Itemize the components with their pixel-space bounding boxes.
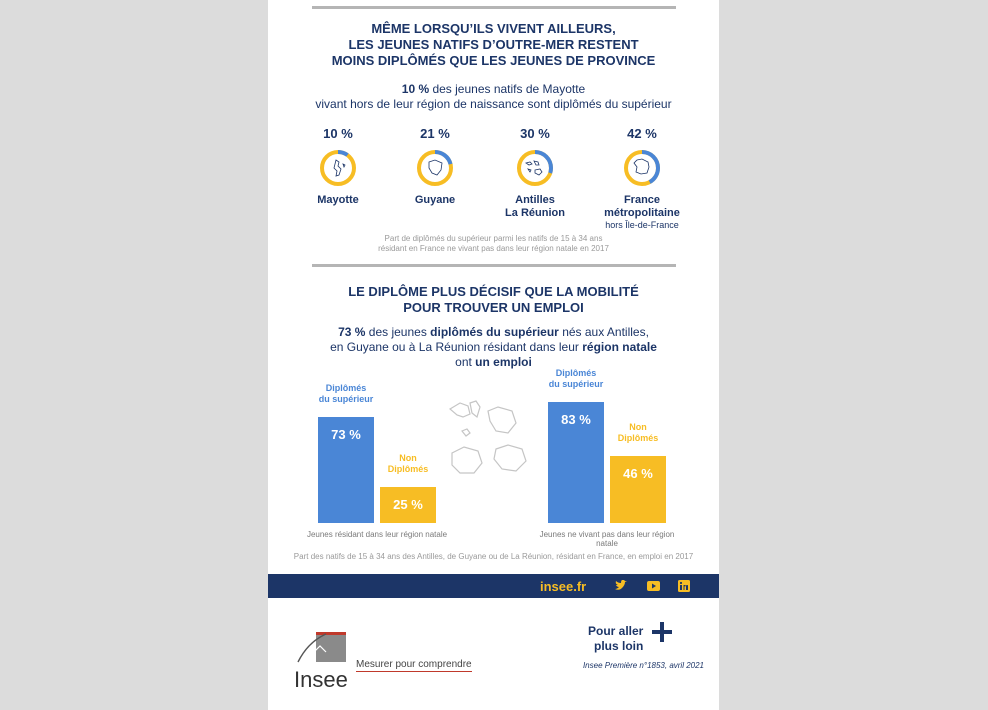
youtube-icon[interactable] xyxy=(647,580,660,592)
lede-text: vivant hors de leur région de naissance sont diplômés du supérieur xyxy=(315,97,672,111)
stat-name: La Réunion xyxy=(505,207,565,219)
plus-icon[interactable] xyxy=(652,622,672,642)
section2-title-line: LE DIPLÔME PLUS DÉCISIF QUE LA MOBILITÉ xyxy=(348,284,639,299)
section1-note xyxy=(268,234,719,254)
series-label: Diplômés du supérieur xyxy=(548,368,604,390)
bar-diplomes xyxy=(318,417,374,523)
lede-highlight: diplômés du supérieur xyxy=(430,325,559,339)
category-label: Jeunes ne vivant pas dans leur région natale xyxy=(539,530,675,548)
stat-name: France xyxy=(623,194,661,206)
lede-highlight: 73 % xyxy=(338,325,366,339)
section2-title xyxy=(268,284,719,316)
lede-text: nés aux Antilles, xyxy=(558,325,649,339)
section1-title-line: MÊME LORSQU’ILS VIVENT AILLEURS, xyxy=(371,21,616,36)
bar-value-label: 83 % xyxy=(561,412,591,428)
note-line: résidant en France ne vivant pas dans leur région natale en 2017 xyxy=(378,244,609,253)
mayotte-map-icon xyxy=(318,148,358,188)
section2-lede xyxy=(268,325,719,370)
stat-name: métropolitaine xyxy=(604,207,680,219)
guyane-map-icon xyxy=(415,148,455,188)
insee-emblem-icon xyxy=(294,630,350,664)
stat-antilles-reunion xyxy=(485,124,585,220)
stat-name: Mayotte xyxy=(317,194,359,206)
stat-percent: 42 % xyxy=(627,126,657,141)
stat-subtitle: hors Île-de-France xyxy=(605,220,679,230)
brand-wordmark: Insee xyxy=(294,667,348,692)
bar-value-label: 73 % xyxy=(331,427,361,442)
brand-tagline: Mesurer pour comprendre xyxy=(356,659,472,670)
stat-guyane xyxy=(385,124,485,207)
lede-text: des jeunes xyxy=(365,325,431,339)
note-line: Part de diplômés du supérieur parmi les natifs de 15 à 34 ans xyxy=(384,234,603,243)
twitter-icon[interactable] xyxy=(614,580,627,592)
islands-map-illustration xyxy=(444,395,536,487)
linkedin-icon[interactable] xyxy=(678,580,691,592)
lede-text: en Guyane ou à La Réunion résidant dans leur xyxy=(330,340,583,354)
footer-bar xyxy=(268,574,719,598)
stat-name: Guyane xyxy=(414,194,456,206)
section1-title xyxy=(268,21,719,69)
bar-value-label: 25 % xyxy=(393,496,423,512)
further-reading-label: Pour aller xyxy=(588,624,644,638)
france-map-icon xyxy=(622,148,662,188)
bar-non-diplomes xyxy=(380,487,436,523)
bar-non-diplomes xyxy=(610,456,666,523)
section1-title-line: MOINS DIPLÔMÉS QUE LES JEUNES DE PROVINCE xyxy=(331,53,656,68)
lede-text: des jeunes natifs de Mayotte xyxy=(429,82,586,96)
stat-france-metropolitaine xyxy=(592,124,692,231)
category-label: Jeunes résidant dans leur région natale xyxy=(306,530,448,539)
bar-value-label: 46 % xyxy=(623,466,653,482)
insee-logo xyxy=(294,630,350,693)
antilles-reunion-map-icon xyxy=(515,148,555,188)
top-divider xyxy=(312,6,676,9)
stat-name: Antilles xyxy=(515,194,555,206)
section1-lede xyxy=(268,82,719,112)
lede-highlight: 10 % xyxy=(401,82,430,96)
publication-reference: Insee Première n°1853, avril 2021 xyxy=(582,661,704,670)
lede-text: ont xyxy=(455,355,476,369)
series-label: Non Diplômés xyxy=(617,422,659,444)
series-label: Non Diplômés xyxy=(387,452,429,474)
bar-diplomes xyxy=(548,402,604,523)
section1-title-line: LES JEUNES NATIFS D’OUTRE-MER RESTENT xyxy=(348,37,639,52)
infographic-page xyxy=(268,0,719,710)
further-reading-link[interactable] xyxy=(588,624,643,654)
section2-note: Part des natifs de 15 à 34 ans des Antilles, de Guyane ou de La Réunion, résidant en France, en emploi en 2017 xyxy=(293,552,694,561)
further-reading-label: plus loin xyxy=(594,639,644,653)
stat-percent: 21 % xyxy=(420,126,450,141)
series-label: Diplômés du supérieur xyxy=(318,383,374,404)
stat-percent: 30 % xyxy=(520,126,550,141)
lede-highlight: région natale xyxy=(582,340,657,354)
stat-percent: 10 % xyxy=(323,126,353,141)
lede-highlight: un emploi xyxy=(475,355,532,369)
site-link[interactable]: insee.fr xyxy=(540,579,587,594)
middle-divider xyxy=(312,264,676,267)
section2-title-line: POUR TROUVER UN EMPLOI xyxy=(403,300,584,315)
stat-mayotte xyxy=(288,124,388,207)
